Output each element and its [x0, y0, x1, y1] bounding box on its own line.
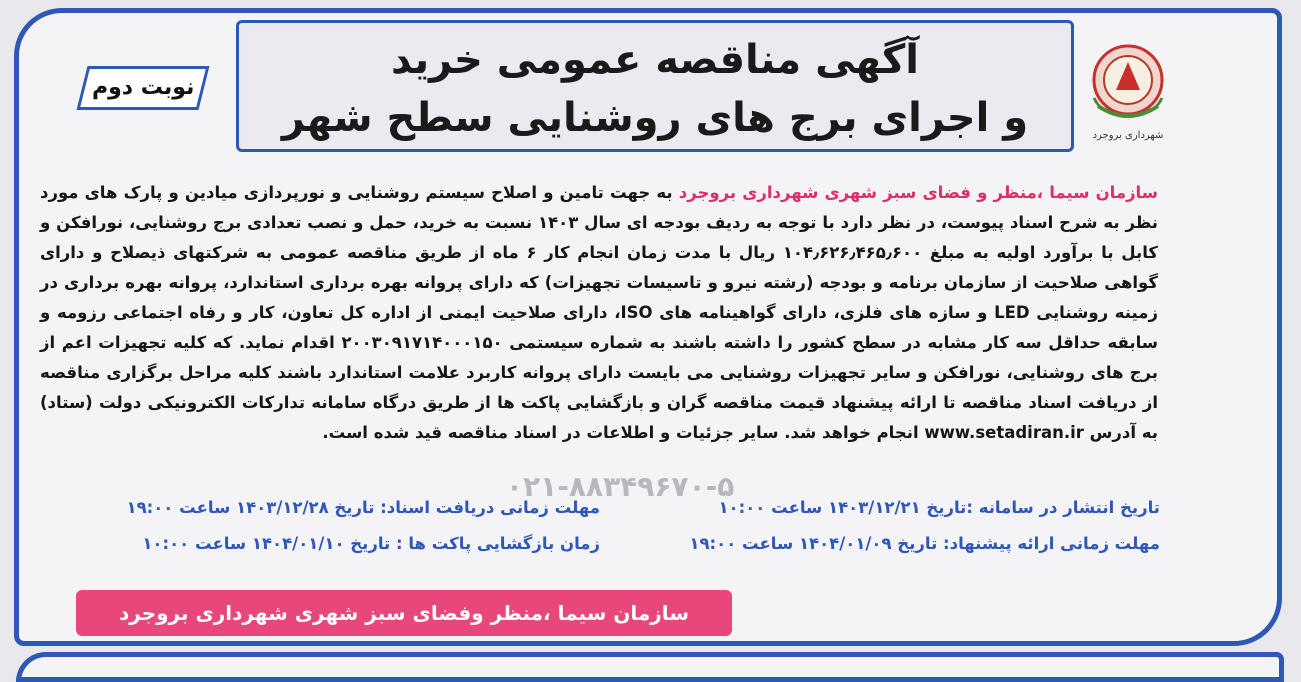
document-deadline: مهلت زمانی دریافت اسناد: تاریخ ۱۴۰۳/۱۲/۲۸ ساعت ۱۹:۰۰ [126, 498, 600, 517]
organization-name: سازمان سیما ،منظر و فضای سبز شهری شهرداری بروجرد [678, 183, 1158, 202]
offer-deadline: مهلت زمانی ارائه پیشنهاد: تاریخ ۱۴۰۴/۰۱/۰۹ ساعت ۱۹:۰۰ [689, 534, 1160, 553]
emblem-icon [1088, 40, 1168, 126]
page-subtitle: و اجرای برج های روشنایی سطح شهر [281, 95, 1029, 141]
municipality-logo [1082, 40, 1174, 152]
round-badge-label: نوبت دوم [91, 75, 195, 100]
round-badge [77, 66, 210, 110]
opening-date: زمان بازگشایی پاکت ها : تاریخ ۱۴۰۴/۰۱/۱۰ ساعت ۱۰:۰۰ [142, 534, 600, 553]
footer-organization-bar: سازمان سیما ،منظر وفضای سبز شهری شهرداری بروجرد [76, 590, 732, 636]
notice-text: به جهت تامین و اصلاح سیستم روشنایی و نورپردازی میادین و پارک های مورد نظر به شرح اسناد پیوست، در نظر دارد با توجه به ردیف بودجه ای سال ۱۴۰۳ نسبت به خرید، حمل و نصب تعدادی برج روشنایی، نورافکن و کابل با برآورد اولیه به مبلغ ۱۰۴٫۶۲۶٫۴۶۵٫۶۰۰ ریال با مدت زمان انجام کار ۶ ماه از طریق مناقصه عمومی به شرکتهای ذیصلاح و دارای گواهی صلاحیت از سازمان برنامه و بودجه (رشته نیرو و تاسیسات تجهیزات) که دارای پروانه بهره برداری استاندارد، پروانه بهره برداری در زمینه روشنایی LED و سازه های فلزی، دارای گواهینامه های ISO، دارای صلاحیت ایمنی از اداره کل تعاون، کار و رفاه اجتماعی رزومه و سابقه حداقل سه کار مشابه در سطح کشور را داشته باشند به شماره سیستمی ۲۰۰۳۰۹۱۷۱۴۰۰۰۱۵۰ اقدام نماید. که کلیه تجهیزات اعم از برج های روشنایی، نورافکن و سایر تجهیزات روشنایی می بایست دارای پروانه کاربرد علامت استاندارد باشند کلیه مراحل برگزاری مناقصه از دریافت اسناد مناقصه تا ارائه پیشنهاد قیمت مناقصه گران و بازگشایی پاکت ها از طریق درگاه سامانه تدارکات الکترونیکی دولت (ستاد) به آدرس www.setadiran.ir انجام خواهد شد. سایر جزئیات و اطلاعات در اسناد مناقصه قید شده است. [40, 183, 1159, 442]
dates-block [60, 494, 1160, 564]
notice-body [40, 178, 1158, 448]
watermark-phone: ۰۲۱-۸۸۳۴۹۶۷۰-۵ [506, 470, 735, 503]
page-title: آگهی مناقصه عمومی خرید [391, 37, 919, 83]
logo-caption: شهرداری بروجرد [1092, 130, 1164, 141]
publish-date: تاریخ انتشار در سامانه :تاریخ ۱۴۰۳/۱۲/۲۱ ساعت ۱۰:۰۰ [718, 498, 1160, 517]
next-notice-frame [16, 652, 1284, 682]
title-box [236, 20, 1074, 152]
